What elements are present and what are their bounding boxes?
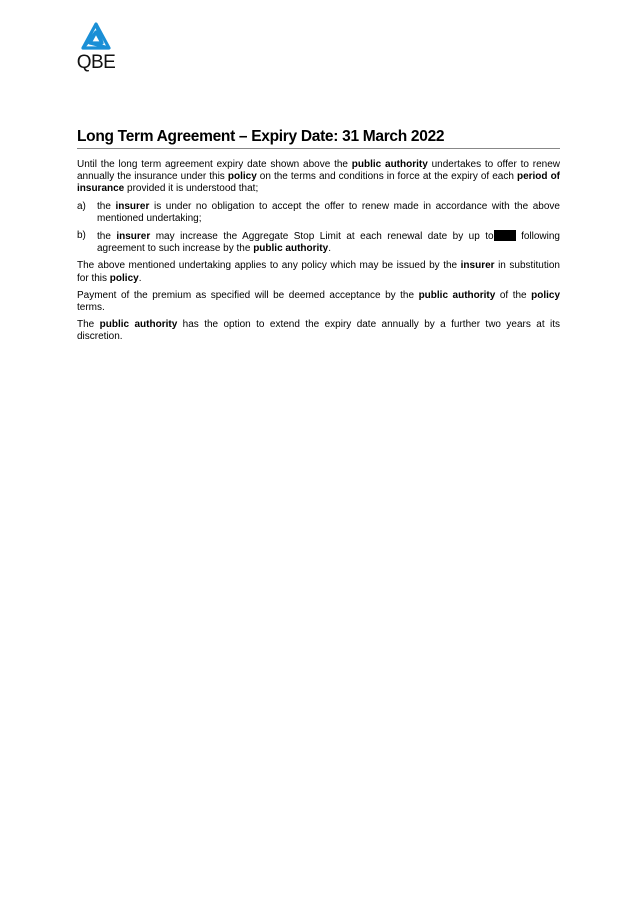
page-title: Long Term Agreement – Expiry Date: 31 March 2022 <box>77 127 560 149</box>
qbe-logo <box>74 22 118 74</box>
premium-paragraph: Payment of the premium as specified will be deemed acceptance by the public authority of the policy terms. <box>77 289 561 314</box>
extension-paragraph: The public authority has the option to extend the expiry date annually by a further two years at its discretion. <box>77 319 560 343</box>
intro-paragraph: Until the long term agreement expiry date shown above the public authority undertakes to offer to renew annually the insurance under this policy on the terms and conditions in force at the expiry of each period of insurance provided it is understood that; <box>77 159 561 195</box>
redacted-value <box>494 230 516 241</box>
list-item: b) the insurer may increase the Aggregate Stop Limit at each renewal date by up to following agreement to such increase by the public authority. <box>77 230 560 255</box>
conditions-list <box>77 201 560 256</box>
qbe-triangle-icon <box>80 22 112 52</box>
list-item: a) the insurer is under no obligation to accept the offer to renew made in accordance with the above mentioned undertaking; <box>77 200 560 224</box>
logo-text: QBE <box>76 52 116 73</box>
substitution-paragraph: The above mentioned undertaking applies to any policy which may be issued by the insurer in substitution for this policy. <box>77 260 560 284</box>
document-body <box>77 127 560 344</box>
